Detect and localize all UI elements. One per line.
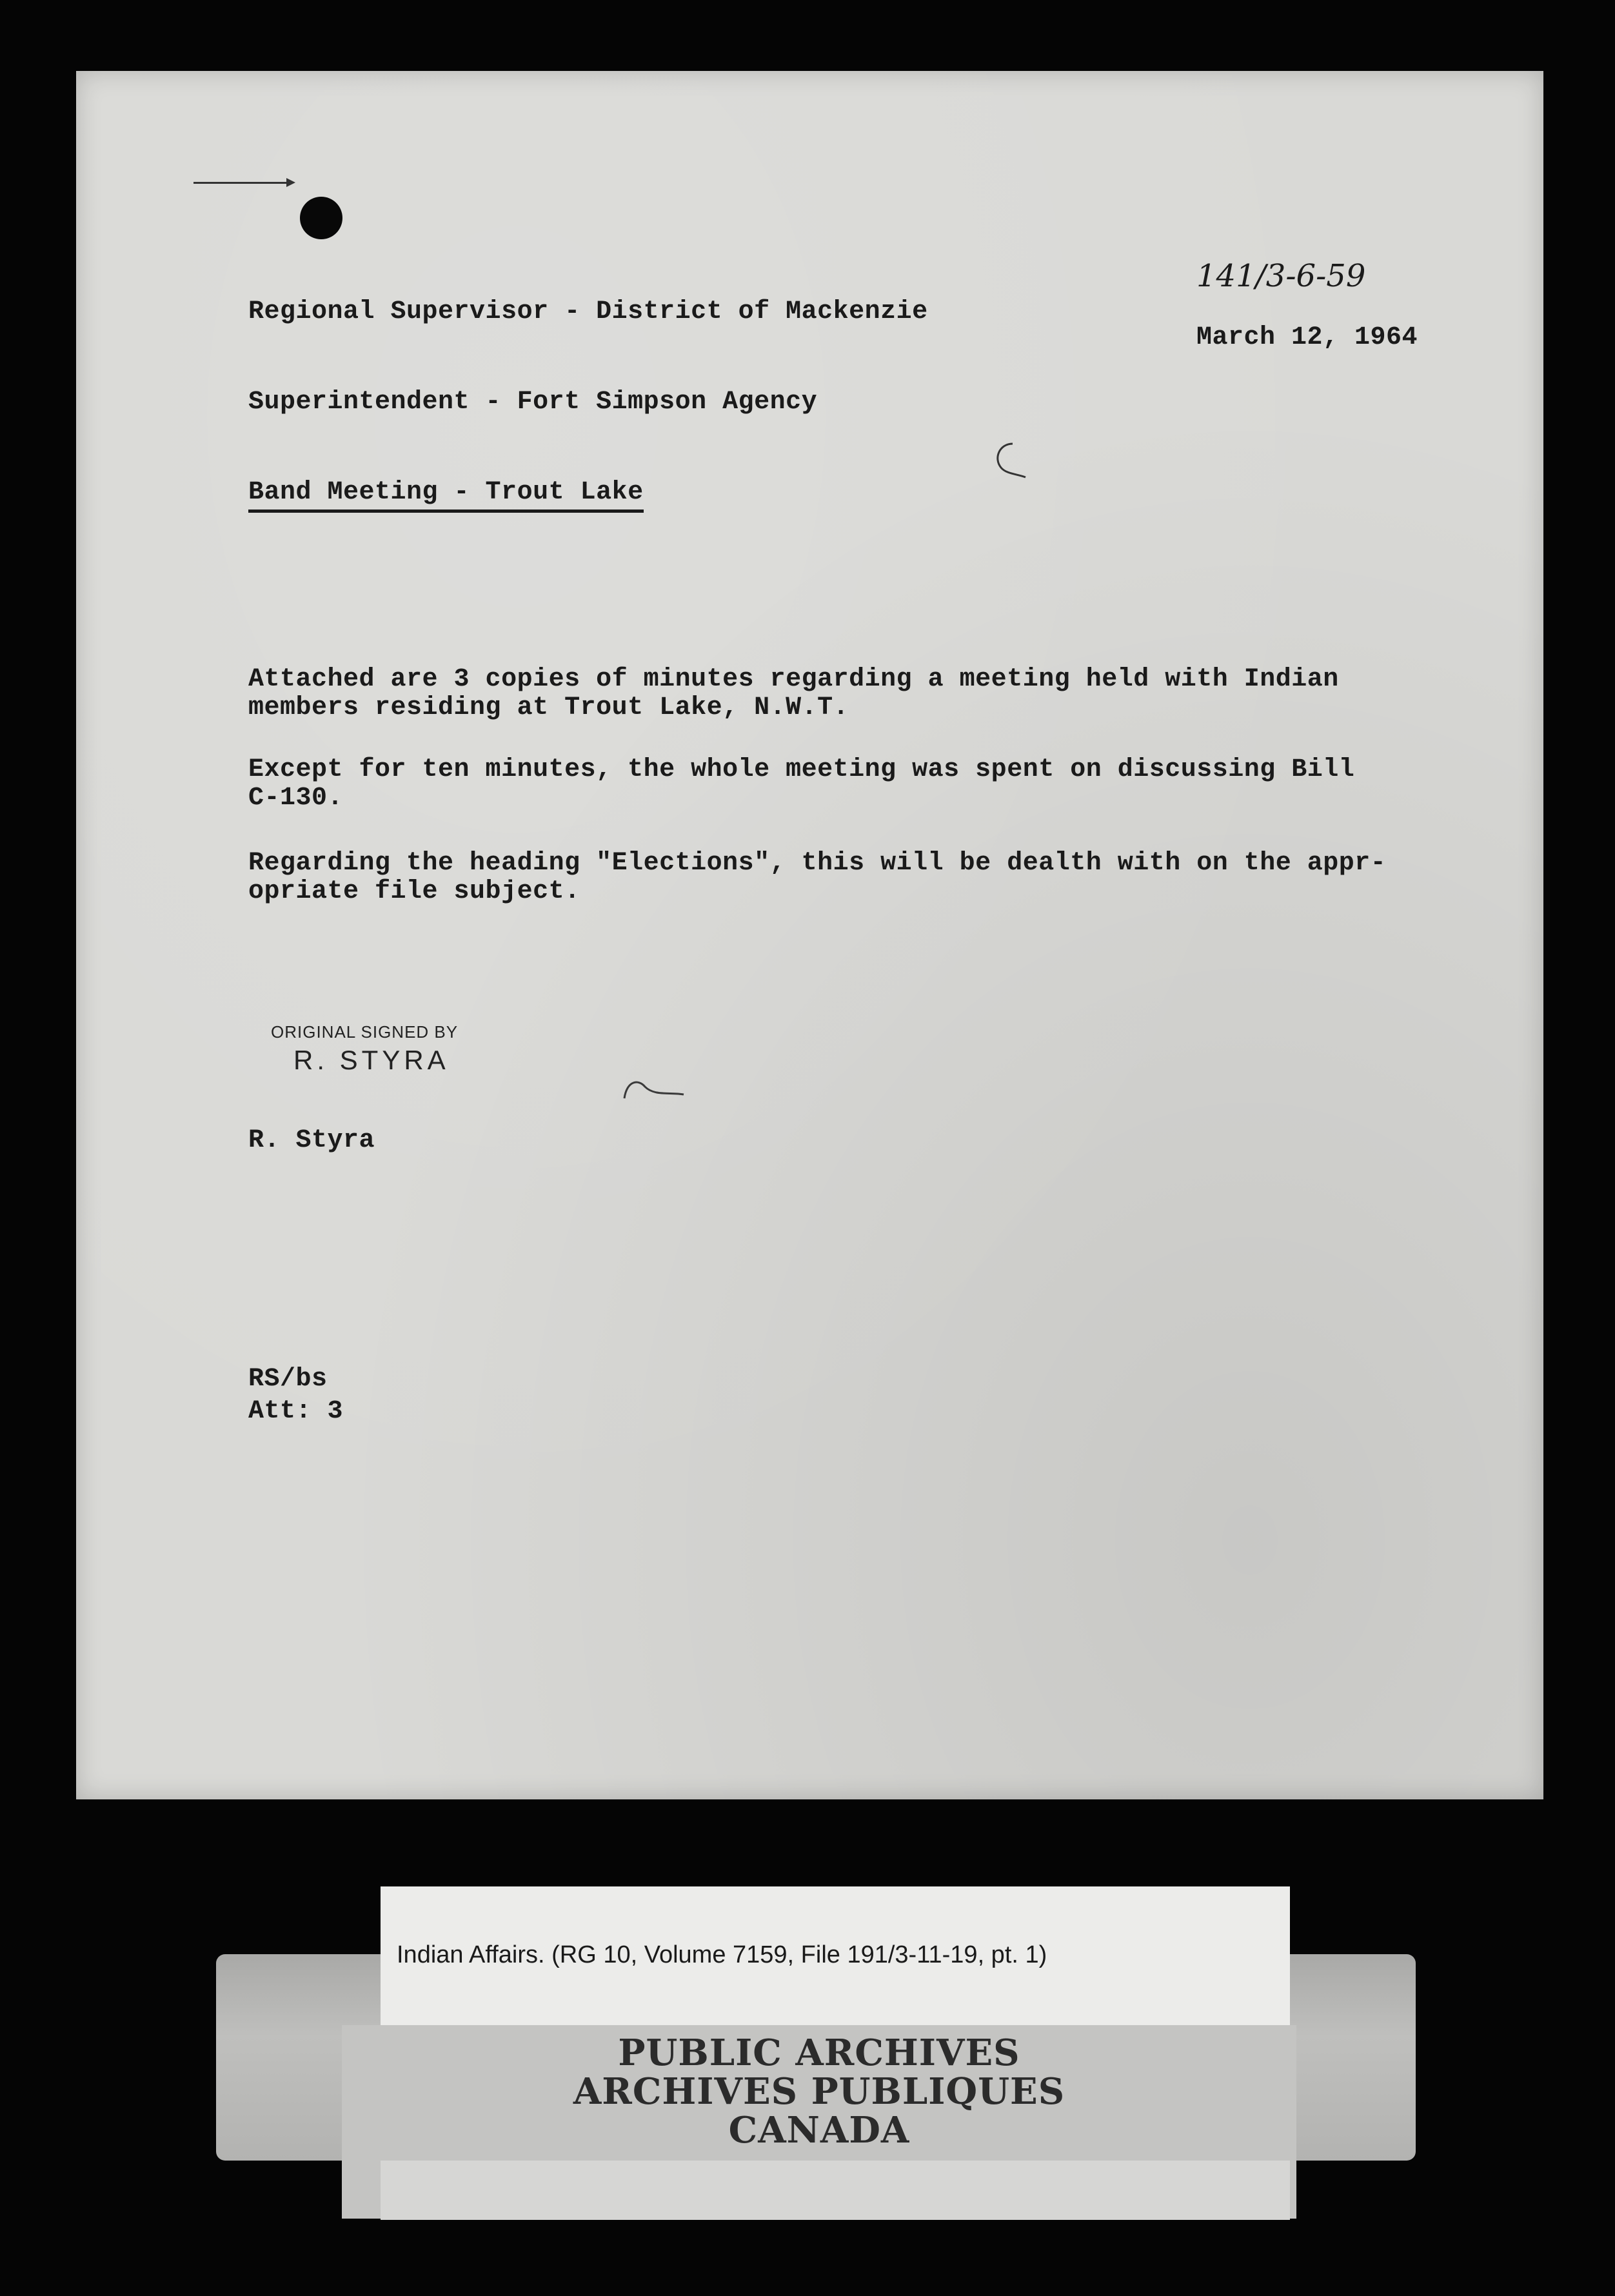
signature-stamp-name: R. STYRA (293, 1045, 450, 1075)
archive-stamp-line-2: ARCHIVES PUBLIQUES (573, 2070, 1065, 2113)
archive-stamp-line-3: CANADA (728, 2109, 910, 2152)
memo-from: Superintendent - Fort Simpson Agency (248, 388, 818, 417)
paragraph-3-line-2: opriate file subject. (248, 877, 580, 906)
memo-date: March 12, 1964 (1196, 323, 1418, 352)
archive-stamp-line-1: PUBLIC ARCHIVES (618, 2032, 1020, 2074)
pen-squiggle-mark (619, 1074, 690, 1106)
punch-hole (300, 197, 342, 239)
file-number: 141/3-6-59 (1196, 258, 1366, 294)
memo-initials: RS/bs (248, 1365, 328, 1394)
paragraph-2-line-1: Except for ten minutes, the whole meeting was spent on discussing Bill (248, 755, 1355, 784)
paragraph-3-line-1: Regarding the heading "Elections", this will be dealth with on the appr- (248, 849, 1387, 878)
pencil-mark (987, 439, 1038, 484)
memo-to: Regional Supervisor - District of Mackenzie (248, 297, 928, 326)
memo-attachments: Att: 3 (248, 1397, 344, 1426)
memo-subject: Band Meeting - Trout Lake (248, 477, 644, 513)
signature-typed-name: R. Styra (248, 1126, 375, 1155)
paragraph-2-line-2: C-130. (248, 784, 344, 813)
archive-bottom-strip (381, 2161, 1290, 2220)
pencil-arrow-mark (193, 182, 290, 184)
paragraph-1-line-2: members residing at Trout Lake, N.W.T. (248, 693, 849, 722)
archive-reference: Indian Affairs. (RG 10, Volume 7159, File 191/3-11-19, pt. 1) (397, 1941, 1047, 1968)
pencil-arrow-head (286, 178, 295, 187)
paragraph-1-line-1: Attached are 3 copies of minutes regarding a meeting held with Indian (248, 665, 1339, 694)
signature-stamp-caption: ORIGINAL SIGNED BY (271, 1022, 459, 1042)
